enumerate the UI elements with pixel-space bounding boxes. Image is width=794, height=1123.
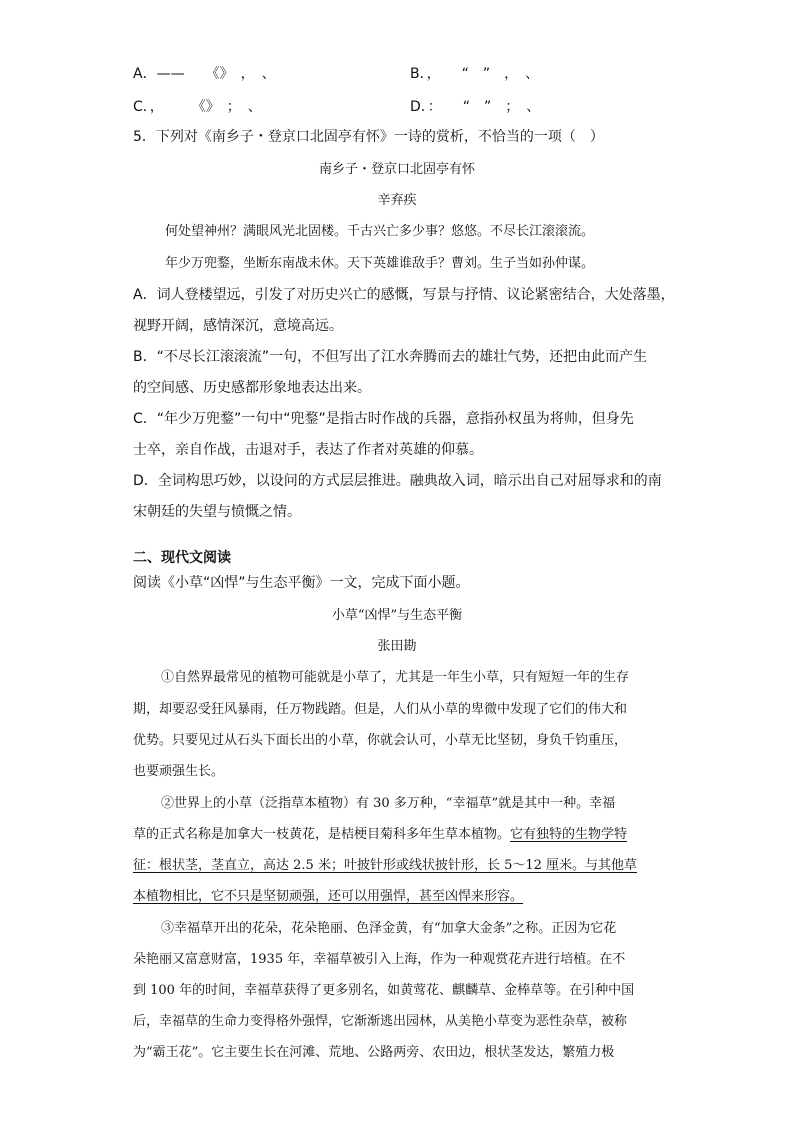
q5-option-a-line2: 视野开阔，感情深沉，意境高远。 bbox=[133, 318, 343, 334]
article-p3-line1: ③幸福草开出的花朵，花朵艳丽、色泽金黄，有“加拿大金条”之称。正因为它花 bbox=[161, 921, 617, 936]
article-author: 张田勘 bbox=[377, 639, 417, 654]
q5-option-d-line1[interactable]: D．全词构思巧妙，以设问的方式层层推进。融典故入词，暗示出自己对屈辱求和的南 bbox=[133, 473, 662, 489]
q5-option-b-line2: 的空间感、历史感都形象地表达出来。 bbox=[133, 380, 371, 396]
article-p2-underlined-start: 它有独特的生物学特 bbox=[510, 827, 628, 842]
section-intro: 阅读《小草“凶悍”与生态平衡》一文，完成下面小题。 bbox=[133, 575, 470, 591]
q4-option-a[interactable]: A．—— 《》 ， 、 bbox=[133, 66, 276, 82]
q5-option-b-line1[interactable]: B．“不尽长江滚滚流”一句，不但写出了江水奔腾而去的雄壮气势，还把由此而产生 bbox=[133, 349, 648, 365]
article-p1-line2: 期，却要忍受狂风暴雨，任万物践踏。但是，人们从小草的卑微中发现了它们的伟大和 bbox=[133, 702, 628, 717]
article-p1-line4: 也要顽强生长。 bbox=[133, 764, 225, 779]
poem-line-2: 年少万兜鍪，坐断东南战未休。天下英雄谁敌手？曹刘。生子当如孙仲谋。 bbox=[165, 256, 595, 271]
article-p2-line3: 征：根状茎，茎直立，高达 2.5 米；叶披针形或线状披针形，长 5～12 厘米。与其他草 bbox=[133, 858, 638, 873]
q5-option-a-line1[interactable]: A．词人登楼望远，引发了对历史兴亡的感慨，写景与抒情、议论紧密结合，大处落墨， bbox=[133, 287, 675, 303]
q5-option-d-line2: 宋朝廷的失望与愤慨之情。 bbox=[133, 504, 301, 520]
article-p1-line3: 优势。只要见过从石头下面长出的小草，你就会认可，小草无比坚韧，身负千钧重压， bbox=[133, 733, 628, 748]
q4-option-b[interactable]: B．， “ ” ， 、 bbox=[410, 66, 540, 82]
article-p3-line2: 朵艳丽又富意财富，1935 年，幸福草被引入上海，作为一种观赏花卉进行培植。在不 bbox=[133, 952, 626, 967]
q5-stem: 5．下列对《南乡子・登京口北固亭有怀》一诗的赏析，不恰当的一项（ ） bbox=[133, 129, 604, 145]
article-title: 小草“凶悍”与生态平衡 bbox=[331, 608, 463, 623]
poem-author: 辛弃疾 bbox=[377, 193, 417, 208]
article-p2-line2 bbox=[133, 825, 627, 845]
poem-title: 南乡子・登京口北固亭有怀 bbox=[318, 162, 475, 177]
article-p3-line5: 为“霸王花”。它主要生长在河滩、荒地、公路两旁、农田边，根状茎发达，繁殖力极 bbox=[133, 1045, 615, 1060]
article-p2-line2-text: 草的正式名称是加拿大一枝黄花，是桔梗目菊科多年生草本植物。 bbox=[133, 827, 511, 842]
article-p3-line4: 后，幸福草的生命力变得格外强悍，它渐渐逃出园林，从美艳小草变为恶性杂草，被称 bbox=[133, 1014, 628, 1029]
q5-option-c-line2: 士卒，亲自作战，击退对手，表达了作者对英雄的仰慕。 bbox=[133, 442, 483, 458]
article-p2-line4: 本植物相比，它不只是坚韧顽强，还可以用强悍，甚至凶悍来形容。 bbox=[133, 889, 524, 904]
article-p1-line1: ①自然界最常见的植物可能就是小草了，尤其是一年生小草，只有短短一年的生存 bbox=[161, 670, 630, 685]
article-p3-line3: 到 100 年的时间，幸福草获得了更多别名，如黄莺花、麒麟草、金棒草等。在引种中国 bbox=[133, 983, 635, 998]
article-p2-line1: ②世界上的小草（泛指草本植物）有 30 多万种，“幸福草”就是其中一种。幸福 bbox=[161, 796, 616, 811]
q5-option-c-line1[interactable]: C．“年少万兜鍪”一句中“兜鍪”是指古时作战的兵器，意指孙权虽为将帅，但身先 bbox=[133, 411, 634, 427]
poem-line-1: 何处望神州？满眼风光北固楼。千古兴亡多少事？悠悠。不尽长江滚滚流。 bbox=[165, 224, 595, 239]
q4-option-c[interactable]: C．， 《》 ； 、 bbox=[133, 99, 262, 115]
q4-option-d[interactable]: D．： “ ” ； 、 bbox=[410, 99, 541, 115]
section-heading: 二、现代文阅读 bbox=[133, 550, 231, 566]
